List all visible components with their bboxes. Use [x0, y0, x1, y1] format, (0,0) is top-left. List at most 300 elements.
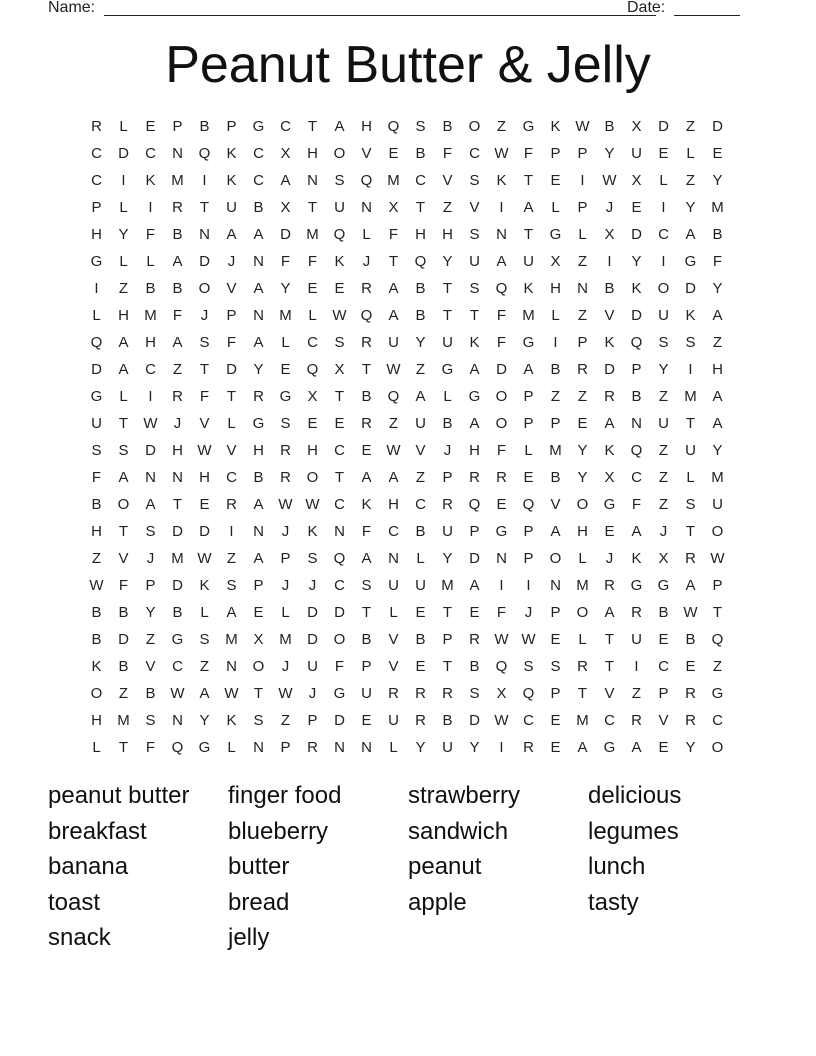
grid-letter[interactable]: T: [685, 415, 696, 432]
grid-letter[interactable]: B: [172, 604, 183, 621]
grid-letter[interactable]: K: [226, 712, 237, 729]
grid-letter[interactable]: E: [145, 118, 156, 135]
grid-letter[interactable]: N: [361, 739, 372, 756]
grid-letter[interactable]: U: [226, 199, 237, 216]
grid-letter[interactable]: W: [602, 172, 617, 189]
grid-letter[interactable]: U: [712, 496, 723, 513]
grid-letter[interactable]: F: [118, 577, 129, 594]
grid-letter[interactable]: J: [281, 577, 290, 594]
grid-letter[interactable]: C: [658, 658, 669, 675]
grid-letter[interactable]: F: [307, 253, 318, 270]
grid-letter[interactable]: F: [496, 334, 507, 351]
grid-letter[interactable]: C: [334, 442, 345, 459]
grid-letter[interactable]: G: [252, 415, 265, 432]
grid-letter[interactable]: W: [386, 361, 401, 378]
grid-letter[interactable]: V: [226, 442, 237, 459]
grid-letter[interactable]: Z: [550, 388, 561, 405]
grid-letter[interactable]: M: [711, 199, 724, 216]
grid-letter[interactable]: E: [658, 631, 669, 648]
grid-letter[interactable]: Y: [469, 739, 480, 756]
grid-letter[interactable]: T: [361, 361, 372, 378]
grid-letter[interactable]: L: [119, 199, 128, 216]
grid-letter[interactable]: L: [551, 199, 560, 216]
grid-letter[interactable]: E: [604, 523, 615, 540]
grid-letter[interactable]: F: [388, 226, 399, 243]
grid-letter[interactable]: T: [199, 199, 210, 216]
grid-letter[interactable]: R: [361, 280, 372, 297]
grid-letter[interactable]: S: [91, 442, 102, 459]
grid-letter[interactable]: S: [226, 577, 237, 594]
grid-letter[interactable]: G: [630, 577, 643, 594]
grid-letter[interactable]: A: [712, 307, 723, 324]
grid-letter[interactable]: M: [711, 469, 724, 486]
grid-letter[interactable]: T: [712, 604, 723, 621]
grid-letter[interactable]: H: [172, 442, 183, 459]
grid-letter[interactable]: I: [94, 280, 99, 297]
date-field[interactable]: [674, 15, 740, 16]
grid-letter[interactable]: J: [659, 523, 668, 540]
grid-letter[interactable]: Z: [118, 280, 129, 297]
grid-letter[interactable]: Z: [496, 118, 507, 135]
grid-letter[interactable]: I: [634, 658, 639, 675]
grid-letter[interactable]: B: [361, 631, 372, 648]
grid-letter[interactable]: Z: [118, 685, 129, 702]
grid-letter[interactable]: E: [685, 658, 696, 675]
grid-letter[interactable]: Z: [577, 388, 588, 405]
grid-letter[interactable]: L: [659, 172, 668, 189]
grid-letter[interactable]: E: [577, 415, 588, 432]
grid-letter[interactable]: N: [361, 199, 372, 216]
grid-letter[interactable]: O: [306, 469, 319, 486]
grid-letter[interactable]: S: [550, 658, 561, 675]
grid-letter[interactable]: A: [712, 388, 723, 405]
grid-letter[interactable]: P: [577, 199, 588, 216]
grid-letter[interactable]: V: [118, 550, 129, 567]
grid-letter[interactable]: M: [117, 712, 130, 729]
grid-letter[interactable]: T: [604, 631, 615, 648]
grid-letter[interactable]: O: [333, 145, 346, 162]
grid-letter[interactable]: R: [361, 334, 372, 351]
grid-letter[interactable]: J: [308, 577, 317, 594]
grid-letter[interactable]: U: [91, 415, 102, 432]
grid-letter[interactable]: P: [172, 118, 183, 135]
grid-letter[interactable]: D: [469, 550, 480, 567]
grid-letter[interactable]: M: [171, 172, 184, 189]
grid-letter[interactable]: L: [362, 226, 371, 243]
grid-letter[interactable]: V: [604, 307, 615, 324]
grid-letter[interactable]: U: [685, 442, 696, 459]
grid-letter[interactable]: A: [469, 415, 480, 432]
grid-letter[interactable]: N: [496, 550, 507, 567]
grid-letter[interactable]: L: [227, 739, 236, 756]
grid-letter[interactable]: R: [685, 685, 696, 702]
grid-letter[interactable]: C: [334, 577, 345, 594]
grid-letter[interactable]: C: [253, 145, 264, 162]
grid-letter[interactable]: R: [577, 658, 588, 675]
grid-letter[interactable]: A: [604, 415, 615, 432]
grid-letter[interactable]: Q: [360, 172, 373, 189]
grid-letter[interactable]: C: [388, 523, 399, 540]
grid-letter[interactable]: U: [442, 334, 453, 351]
grid-letter[interactable]: Z: [685, 118, 696, 135]
grid-letter[interactable]: R: [442, 496, 453, 513]
grid-letter[interactable]: E: [307, 280, 318, 297]
grid-letter[interactable]: D: [307, 631, 318, 648]
grid-letter[interactable]: L: [389, 739, 398, 756]
grid-letter[interactable]: G: [495, 523, 508, 540]
grid-letter[interactable]: K: [145, 172, 156, 189]
grid-letter[interactable]: Y: [118, 226, 129, 243]
grid-letter[interactable]: H: [469, 442, 480, 459]
grid-letter[interactable]: I: [688, 361, 693, 378]
grid-letter[interactable]: B: [415, 280, 426, 297]
grid-letter[interactable]: O: [495, 415, 508, 432]
grid-letter[interactable]: P: [280, 550, 291, 567]
grid-letter[interactable]: V: [388, 631, 399, 648]
grid-letter[interactable]: B: [658, 604, 669, 621]
grid-letter[interactable]: L: [308, 307, 317, 324]
grid-letter[interactable]: G: [198, 739, 211, 756]
grid-letter[interactable]: M: [387, 172, 400, 189]
grid-letter[interactable]: H: [307, 145, 318, 162]
grid-letter[interactable]: H: [91, 712, 102, 729]
grid-letter[interactable]: A: [334, 118, 345, 135]
grid-letter[interactable]: E: [658, 739, 669, 756]
grid-letter[interactable]: H: [550, 280, 561, 297]
grid-letter[interactable]: P: [523, 550, 534, 567]
grid-letter[interactable]: I: [148, 388, 153, 405]
grid-letter[interactable]: W: [494, 631, 509, 648]
grid-letter[interactable]: H: [118, 307, 129, 324]
grid-letter[interactable]: L: [119, 253, 128, 270]
grid-letter[interactable]: T: [604, 658, 615, 675]
grid-letter[interactable]: T: [685, 523, 696, 540]
grid-letter[interactable]: O: [657, 280, 670, 297]
grid-letter[interactable]: K: [550, 118, 561, 135]
grid-letter[interactable]: O: [198, 280, 211, 297]
grid-letter[interactable]: Y: [658, 361, 669, 378]
grid-letter[interactable]: R: [307, 739, 318, 756]
grid-letter[interactable]: T: [334, 469, 345, 486]
grid-letter[interactable]: T: [118, 739, 129, 756]
grid-letter[interactable]: I: [121, 172, 126, 189]
grid-letter[interactable]: A: [685, 226, 696, 243]
name-field[interactable]: [104, 15, 656, 16]
grid-letter[interactable]: C: [226, 469, 237, 486]
grid-letter[interactable]: R: [253, 388, 264, 405]
grid-letter[interactable]: Y: [712, 280, 723, 297]
grid-letter[interactable]: B: [91, 604, 102, 621]
grid-letter[interactable]: F: [496, 442, 507, 459]
grid-letter[interactable]: B: [550, 469, 561, 486]
grid-letter[interactable]: T: [523, 172, 534, 189]
grid-letter[interactable]: R: [496, 469, 507, 486]
grid-letter[interactable]: N: [172, 712, 183, 729]
grid-letter[interactable]: D: [118, 631, 129, 648]
grid-letter[interactable]: A: [415, 388, 426, 405]
grid-letter[interactable]: X: [550, 253, 561, 270]
grid-letter[interactable]: N: [226, 658, 237, 675]
grid-letter[interactable]: C: [334, 496, 345, 513]
grid-letter[interactable]: N: [388, 550, 399, 567]
grid-letter[interactable]: D: [145, 442, 156, 459]
grid-letter[interactable]: Z: [631, 685, 642, 702]
grid-letter[interactable]: E: [199, 496, 210, 513]
grid-letter[interactable]: D: [334, 712, 345, 729]
grid-letter[interactable]: P: [469, 523, 480, 540]
grid-letter[interactable]: S: [145, 712, 156, 729]
grid-letter[interactable]: S: [469, 226, 480, 243]
grid-letter[interactable]: J: [281, 658, 290, 675]
grid-letter[interactable]: K: [496, 172, 507, 189]
grid-letter[interactable]: B: [118, 658, 129, 675]
grid-letter[interactable]: D: [712, 118, 723, 135]
grid-letter[interactable]: P: [523, 415, 534, 432]
grid-letter[interactable]: W: [89, 577, 104, 594]
grid-letter[interactable]: W: [683, 604, 698, 621]
grid-letter[interactable]: Q: [495, 280, 508, 297]
grid-letter[interactable]: H: [442, 226, 453, 243]
grid-letter[interactable]: V: [361, 145, 372, 162]
grid-letter[interactable]: V: [550, 496, 561, 513]
grid-letter[interactable]: C: [658, 226, 669, 243]
grid-letter[interactable]: M: [576, 577, 589, 594]
grid-letter[interactable]: E: [550, 739, 561, 756]
grid-letter[interactable]: W: [143, 415, 158, 432]
grid-letter[interactable]: T: [307, 199, 318, 216]
grid-letter[interactable]: H: [91, 226, 102, 243]
grid-letter[interactable]: E: [334, 280, 345, 297]
grid-letter[interactable]: U: [388, 577, 399, 594]
grid-letter[interactable]: R: [280, 469, 291, 486]
grid-letter[interactable]: C: [415, 172, 426, 189]
grid-letter[interactable]: N: [496, 226, 507, 243]
grid-letter[interactable]: Z: [91, 550, 102, 567]
grid-letter[interactable]: R: [91, 118, 102, 135]
grid-letter[interactable]: L: [281, 604, 290, 621]
grid-letter[interactable]: G: [603, 739, 616, 756]
grid-letter[interactable]: X: [334, 361, 345, 378]
grid-letter[interactable]: Q: [522, 685, 535, 702]
grid-letter[interactable]: C: [91, 145, 102, 162]
grid-letter[interactable]: L: [119, 118, 128, 135]
grid-letter[interactable]: D: [604, 361, 615, 378]
grid-letter[interactable]: Z: [577, 307, 588, 324]
grid-letter[interactable]: X: [604, 226, 615, 243]
grid-letter[interactable]: O: [576, 604, 589, 621]
grid-letter[interactable]: H: [199, 469, 210, 486]
grid-letter[interactable]: N: [253, 307, 264, 324]
grid-letter[interactable]: Q: [198, 145, 211, 162]
grid-letter[interactable]: B: [253, 469, 264, 486]
grid-letter[interactable]: L: [92, 307, 101, 324]
grid-letter[interactable]: B: [604, 118, 615, 135]
grid-letter[interactable]: F: [226, 334, 237, 351]
grid-letter[interactable]: R: [361, 415, 372, 432]
grid-letter[interactable]: K: [631, 280, 642, 297]
grid-letter[interactable]: E: [496, 496, 507, 513]
grid-letter[interactable]: P: [91, 199, 102, 216]
grid-letter[interactable]: F: [523, 145, 534, 162]
grid-letter[interactable]: D: [469, 712, 480, 729]
grid-letter[interactable]: M: [279, 631, 292, 648]
grid-letter[interactable]: N: [550, 577, 561, 594]
grid-letter[interactable]: M: [225, 631, 238, 648]
grid-letter[interactable]: H: [253, 442, 264, 459]
grid-letter[interactable]: C: [145, 361, 156, 378]
grid-letter[interactable]: I: [661, 253, 666, 270]
grid-letter[interactable]: P: [712, 577, 723, 594]
grid-letter[interactable]: X: [496, 685, 507, 702]
grid-letter[interactable]: W: [494, 145, 509, 162]
grid-letter[interactable]: R: [604, 388, 615, 405]
grid-letter[interactable]: U: [631, 145, 642, 162]
grid-letter[interactable]: Q: [333, 550, 346, 567]
grid-letter[interactable]: N: [577, 280, 588, 297]
grid-letter[interactable]: D: [280, 226, 291, 243]
grid-letter[interactable]: B: [415, 307, 426, 324]
grid-letter[interactable]: N: [253, 253, 264, 270]
grid-letter[interactable]: A: [172, 334, 183, 351]
grid-letter[interactable]: Z: [577, 253, 588, 270]
grid-letter[interactable]: N: [253, 523, 264, 540]
grid-letter[interactable]: B: [685, 631, 696, 648]
grid-letter[interactable]: Y: [280, 280, 291, 297]
grid-letter[interactable]: T: [334, 388, 345, 405]
grid-letter[interactable]: L: [227, 415, 236, 432]
grid-letter[interactable]: Y: [145, 604, 156, 621]
grid-letter[interactable]: S: [469, 280, 480, 297]
grid-letter[interactable]: C: [307, 334, 318, 351]
grid-letter[interactable]: T: [118, 415, 129, 432]
grid-letter[interactable]: G: [657, 577, 670, 594]
grid-letter[interactable]: N: [631, 415, 642, 432]
grid-letter[interactable]: Y: [442, 253, 453, 270]
grid-letter[interactable]: X: [388, 199, 399, 216]
grid-letter[interactable]: I: [553, 334, 558, 351]
grid-letter[interactable]: A: [469, 361, 480, 378]
grid-letter[interactable]: D: [118, 145, 129, 162]
grid-letter[interactable]: J: [362, 253, 371, 270]
grid-letter[interactable]: G: [90, 388, 103, 405]
grid-letter[interactable]: E: [550, 172, 561, 189]
grid-letter[interactable]: K: [226, 145, 237, 162]
grid-letter[interactable]: W: [278, 496, 293, 513]
grid-letter[interactable]: T: [415, 199, 426, 216]
grid-letter[interactable]: B: [604, 280, 615, 297]
grid-letter[interactable]: I: [580, 172, 585, 189]
grid-letter[interactable]: U: [442, 739, 453, 756]
grid-letter[interactable]: W: [305, 496, 320, 513]
grid-letter[interactable]: C: [253, 172, 264, 189]
grid-letter[interactable]: R: [469, 469, 480, 486]
grid-letter[interactable]: A: [172, 253, 183, 270]
grid-letter[interactable]: J: [605, 550, 614, 567]
grid-letter[interactable]: W: [575, 118, 590, 135]
grid-letter[interactable]: O: [468, 118, 481, 135]
grid-letter[interactable]: P: [550, 685, 561, 702]
grid-letter[interactable]: U: [388, 334, 399, 351]
grid-letter[interactable]: G: [441, 361, 454, 378]
grid-letter[interactable]: R: [415, 712, 426, 729]
grid-letter[interactable]: P: [442, 469, 453, 486]
grid-letter[interactable]: E: [334, 415, 345, 432]
grid-letter[interactable]: Y: [199, 712, 210, 729]
grid-letter[interactable]: M: [144, 307, 157, 324]
grid-letter[interactable]: Z: [658, 496, 669, 513]
grid-letter[interactable]: J: [443, 442, 452, 459]
grid-letter[interactable]: Y: [442, 550, 453, 567]
grid-letter[interactable]: W: [170, 685, 185, 702]
grid-letter[interactable]: T: [388, 253, 399, 270]
grid-letter[interactable]: Z: [415, 361, 426, 378]
grid-letter[interactable]: U: [658, 307, 669, 324]
grid-letter[interactable]: A: [226, 226, 237, 243]
grid-letter[interactable]: Y: [604, 145, 615, 162]
grid-letter[interactable]: Z: [199, 658, 210, 675]
grid-letter[interactable]: W: [710, 550, 725, 567]
grid-letter[interactable]: I: [148, 199, 153, 216]
grid-letter[interactable]: Z: [145, 631, 156, 648]
grid-letter[interactable]: D: [631, 226, 642, 243]
grid-letter[interactable]: E: [415, 658, 426, 675]
grid-letter[interactable]: T: [442, 307, 453, 324]
grid-letter[interactable]: Y: [577, 442, 588, 459]
grid-letter[interactable]: E: [388, 145, 399, 162]
grid-letter[interactable]: H: [577, 523, 588, 540]
grid-letter[interactable]: A: [604, 604, 615, 621]
grid-letter[interactable]: F: [145, 226, 156, 243]
grid-letter[interactable]: O: [549, 550, 562, 567]
grid-letter[interactable]: A: [118, 361, 129, 378]
grid-letter[interactable]: O: [90, 685, 103, 702]
grid-letter[interactable]: B: [172, 226, 183, 243]
grid-letter[interactable]: P: [226, 118, 237, 135]
grid-letter[interactable]: D: [631, 307, 642, 324]
grid-letter[interactable]: T: [199, 361, 210, 378]
grid-letter[interactable]: S: [685, 334, 696, 351]
grid-letter[interactable]: K: [604, 334, 615, 351]
grid-letter[interactable]: P: [631, 361, 642, 378]
grid-letter[interactable]: R: [523, 739, 534, 756]
grid-letter[interactable]: W: [197, 550, 212, 567]
grid-letter[interactable]: C: [415, 496, 426, 513]
grid-letter[interactable]: L: [92, 739, 101, 756]
grid-letter[interactable]: Z: [658, 442, 669, 459]
grid-letter[interactable]: F: [442, 145, 453, 162]
grid-letter[interactable]: H: [307, 442, 318, 459]
grid-letter[interactable]: T: [442, 604, 453, 621]
grid-letter[interactable]: A: [550, 523, 561, 540]
grid-letter[interactable]: X: [280, 199, 291, 216]
grid-letter[interactable]: I: [607, 253, 612, 270]
grid-letter[interactable]: G: [684, 253, 697, 270]
grid-letter[interactable]: C: [631, 469, 642, 486]
grid-letter[interactable]: B: [631, 388, 642, 405]
grid-letter[interactable]: X: [631, 118, 642, 135]
grid-letter[interactable]: M: [171, 550, 184, 567]
grid-letter[interactable]: D: [199, 253, 210, 270]
grid-letter[interactable]: M: [522, 307, 535, 324]
grid-letter[interactable]: S: [334, 334, 345, 351]
grid-letter[interactable]: I: [202, 172, 207, 189]
grid-letter[interactable]: N: [253, 739, 264, 756]
grid-letter[interactable]: Z: [172, 361, 183, 378]
grid-letter[interactable]: Z: [388, 415, 399, 432]
grid-letter[interactable]: A: [280, 172, 291, 189]
grid-letter[interactable]: K: [604, 442, 615, 459]
grid-letter[interactable]: Y: [415, 739, 426, 756]
